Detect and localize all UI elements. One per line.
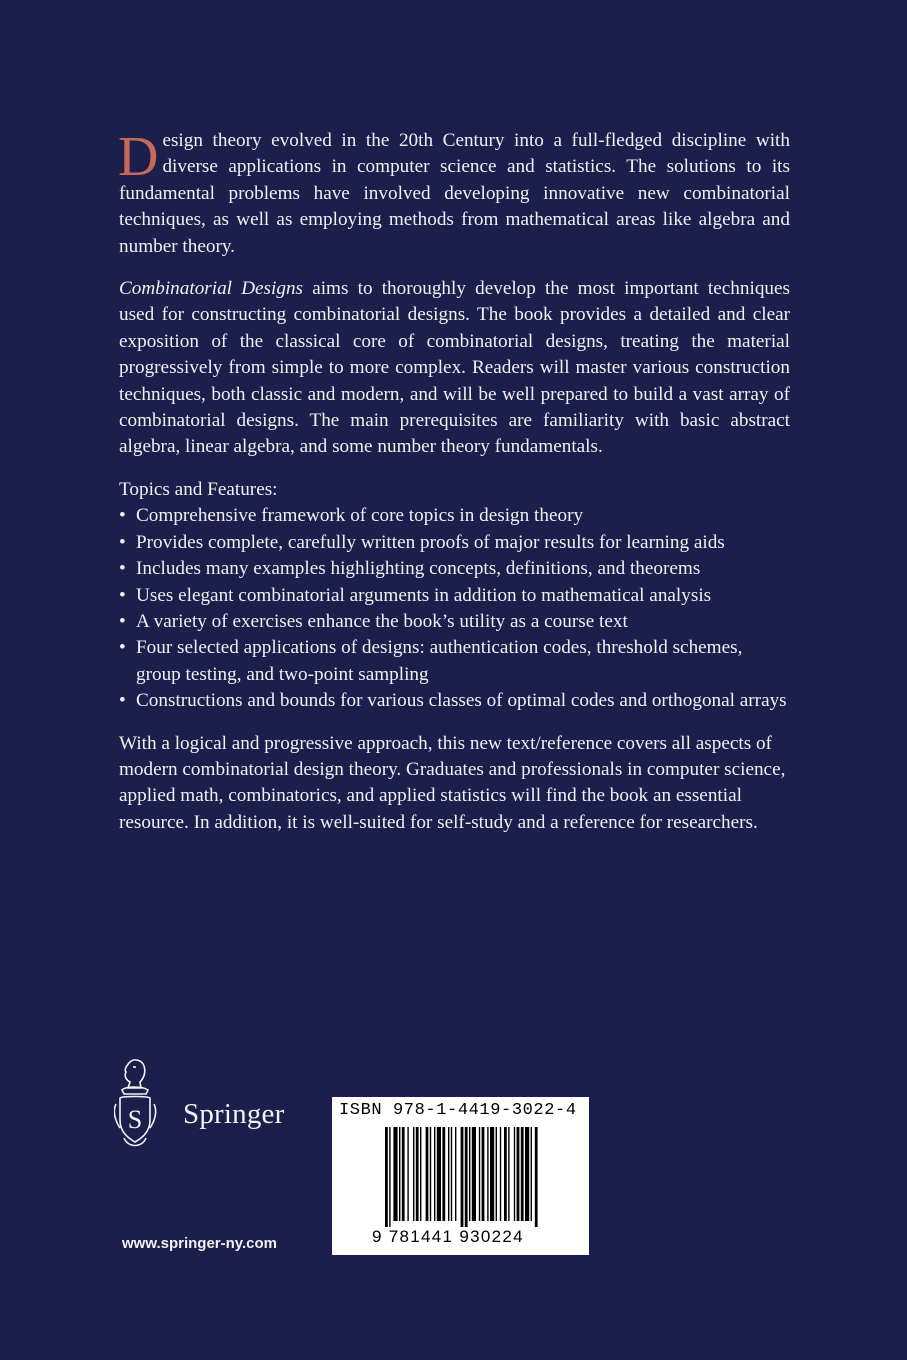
book-title-italic: Combinatorial Designs (119, 278, 304, 300)
feature-text: Constructions and bounds for various classes of optimal codes and orthogonal arrays (136, 690, 787, 712)
barcode-bar (448, 1127, 449, 1221)
barcode-bar (402, 1127, 405, 1221)
barcode-bar (393, 1127, 397, 1221)
barcode-bar (469, 1127, 470, 1221)
barcode-bar (496, 1127, 497, 1221)
feature-item (119, 503, 790, 529)
intro-paragraph (119, 128, 790, 260)
barcode-bar (535, 1127, 538, 1227)
barcode-bar (399, 1127, 400, 1221)
barcode-bar (517, 1127, 520, 1221)
barcode-bar (531, 1127, 532, 1221)
bullet-icon: • (119, 610, 126, 632)
barcode-bar (434, 1127, 435, 1221)
feature-item (119, 635, 790, 688)
barcode-bar (465, 1127, 468, 1227)
barcode-bar (407, 1127, 408, 1221)
barcode-bar (385, 1127, 388, 1227)
isbn-label: ISBN 978-1-4419-3022-4 (339, 1101, 577, 1120)
bullet-icon: • (119, 558, 126, 580)
barcode-bar (508, 1127, 509, 1221)
feature-text: A variety of exercises enhance the book’s utility as a course text (136, 610, 628, 632)
bullet-icon: • (119, 690, 126, 712)
barcode-bar (482, 1127, 485, 1221)
intro-text: esign theory evolved in the 20th Century into a full-fledged discipline with diverse applications in computer science and statistics. The solutions to its fundamental problems have involved developing innovative new combinatorial techniques, as well as employing methods from mathematical areas like algebra and number theory. (119, 130, 790, 257)
barcode-bar (426, 1127, 429, 1221)
barcode-bar (416, 1127, 419, 1221)
barcode-bar (490, 1127, 494, 1221)
barcode-bar (500, 1127, 501, 1221)
features-list (119, 503, 790, 714)
feature-text: Includes many examples highlighting concepts, definitions, and theorems (136, 558, 701, 580)
barcode-bar (525, 1127, 529, 1221)
feature-item (119, 556, 790, 582)
features-heading: Topics and Features: (119, 478, 278, 500)
blurb (119, 128, 790, 852)
svg-text:S: S (127, 1105, 143, 1134)
barcode-bar (451, 1127, 452, 1221)
ean-digits: 9 781441 930224 (372, 1227, 524, 1246)
barcode-bar (430, 1127, 431, 1221)
feature-text: Provides complete, carefully written proofs of major results for learning aids (136, 531, 725, 553)
feature-item (119, 688, 790, 714)
barcode-bar (504, 1127, 507, 1221)
bullet-icon: • (119, 584, 126, 606)
barcode-bar (413, 1127, 414, 1221)
barcode-bar (455, 1127, 456, 1221)
publisher-name: Springer (183, 1098, 285, 1130)
barcode-bar (437, 1127, 441, 1221)
feature-item (119, 609, 790, 635)
barcode-bar (389, 1127, 390, 1227)
bullet-icon: • (119, 505, 126, 527)
feature-item (119, 530, 790, 556)
barcode-bars-icon (385, 1127, 577, 1227)
bullet-icon: • (119, 531, 126, 553)
barcode-bar (514, 1127, 515, 1221)
feature-text: Uses elegant combinatorial arguments in addition to mathematical analysis (136, 584, 712, 606)
barcode-bar (461, 1127, 464, 1227)
barcode-bar (521, 1127, 524, 1221)
description-text: aims to thoroughly develop the most important techniques used for constructing combinatorial designs. The book provides a detailed and clear exposition of the classical core of combinatorial designs, treating the material progressively from simple to more complex. Readers will master various construction techniques, both classic and modern, and will be well prepared to build a vast array of combinatorial designs. The main prerequisites are familiarity with basic abstract algebra, linear algebra, and some number theory fundamentals. (119, 278, 790, 458)
barcode-bar (420, 1127, 421, 1221)
feature-text: Comprehensive framework of core topics in design theory (136, 505, 584, 527)
publisher-url: www.springer-ny.com (122, 1235, 278, 1252)
barcode-bar (472, 1127, 476, 1221)
closing-paragraph: With a logical and progressive approach, this new text/reference covers all aspects of modern combinatorial design theory. Graduates and professionals in computer science, applied math, combinatorics, and applied statistics will find the book an essential resource. In addition, it is well-suited for self-study and a reference for researchers. (119, 732, 786, 833)
barcode-bar (487, 1127, 488, 1221)
barcode-bar (479, 1127, 480, 1221)
feature-item (119, 583, 790, 609)
bullet-icon: • (119, 637, 126, 659)
description-paragraph (119, 276, 790, 461)
drop-cap: D (118, 126, 159, 188)
feature-text: Four selected applications of designs: authentication codes, threshold schemes, group testing, and two-point sampling (136, 637, 743, 685)
barcode-bar (442, 1127, 445, 1221)
